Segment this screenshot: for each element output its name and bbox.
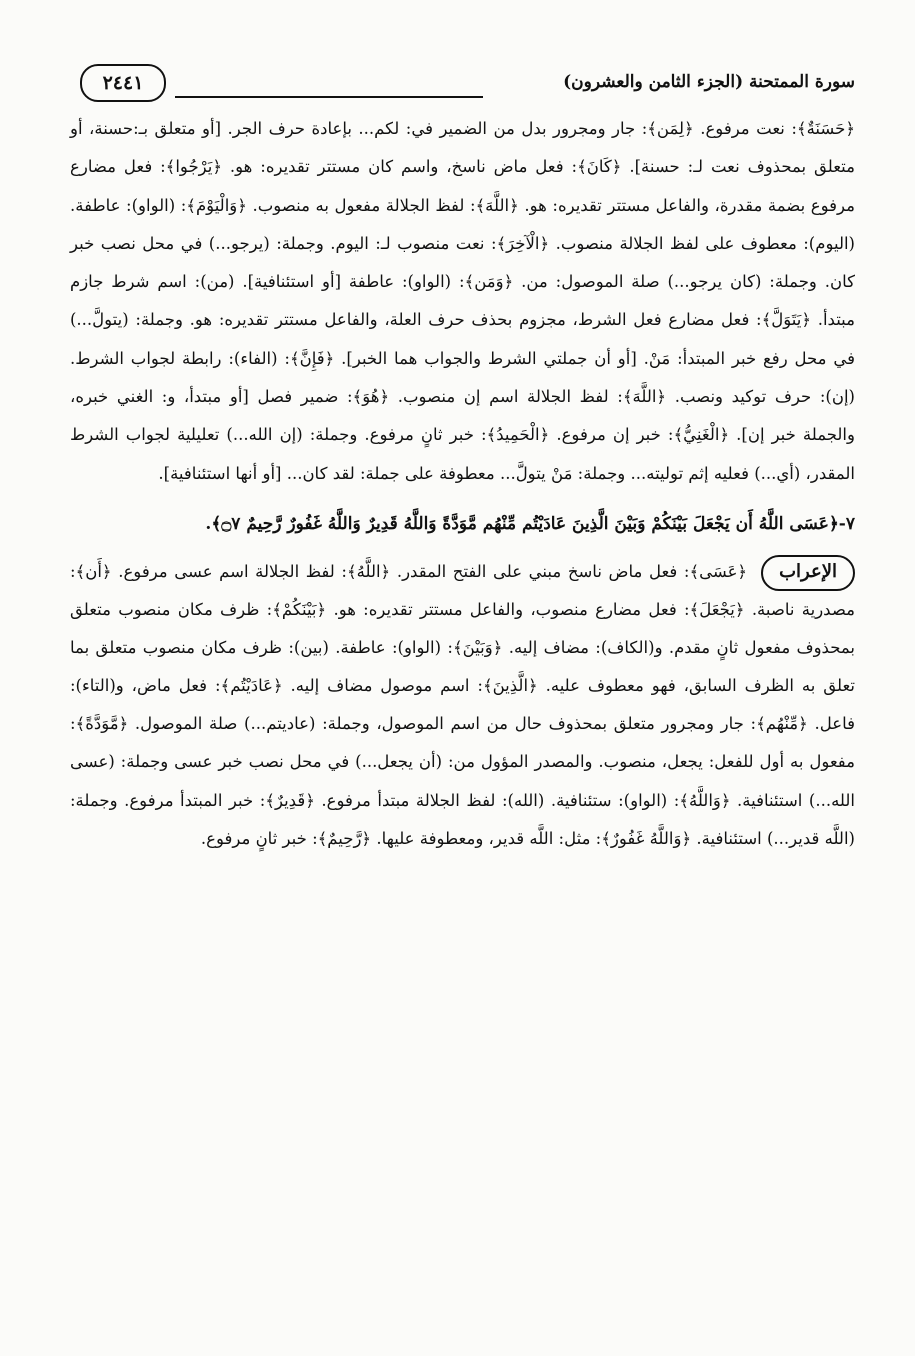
i3rab-section xyxy=(70,553,855,858)
page-header xyxy=(70,60,855,110)
i3rab-label: الإعراب xyxy=(761,555,855,591)
book-page xyxy=(70,60,855,858)
page-number: ٢٤٤١ xyxy=(80,64,166,102)
commentary-text: ﴿حَسَنَةٌ﴾: نعت مرفوع. ﴿لِمَن﴾: جار ومجرور بدل من الضمير في: لكم... بإعادة حرف الجر. [أو متعلق بـ:حسنة، أو متعلق بمحذوف نعت لـ: حسنة]. ﴿كَانَ﴾: فعل ماض ناسخ، واسم كان مستتر تقديره: هو. ﴿يَرْجُوا﴾: فعل مضارع مرفوع بضمة مقدرة، والفاعل مستتر تقديره: هو. ﴿اللَّهَ﴾: لفظ الجلالة مفعول به منصوب. ﴿وَالْيَوْمَ﴾: (الواو): عاطفة. (اليوم): معطوف على لفظ الجلالة منصوب. ﴿الْآخِرَ﴾: نعت منصوب لـ: اليوم. وجملة: (يرجو...) في محل نصب خبر كان. وجملة: (كان يرجو...) صلة الموصول: من. ﴿وَمَن﴾: (الواو): عاطفة [أو استئنافية]. (من): اسم شرط جازم مبتدأ. ﴿يَتَوَلَّ﴾: فعل مضارع فعل الشرط، مجزوم بحذف حرف العلة، والفاعل مستتر تقديره: هو. وجملة: (يتولَّ...) في محل رفع خبر المبتدأ: مَنْ. [أو أن جملتي الشرط والجواب هما الخبر]. ﴿فَإِنَّ﴾: (الفاء): رابطة لجواب الشرط. (إن): حرف توكيد ونصب. ﴿اللَّهَ﴾: لفظ الجلالة اسم إن منصوب. ﴿هُوَ﴾: ضمير فصل [أو مبتدأ، و: الغني خبره، والجملة خبر إن]. ﴿الْغَنِيُّ﴾: خبر إن مرفوع. ﴿الْحَمِيدُ﴾: خبر ثانٍ مرفوع. وجملة: (إن الله...) تعليلية لجواب الشرط المقدر، (أي...) فعليه إثم توليته... وجملة: مَنْ يتولَّ... معطوفة على جملة: لقد كان... [أو أنها استئنافية]. xyxy=(70,119,855,483)
running-title: سورة الممتحنة (الجزء الثامن والعشرون) xyxy=(563,72,855,92)
i3rab-text: ﴿عَسَى﴾: فعل ماض ناسخ مبني على الفتح المقدر. ﴿اللَّهُ﴾: لفظ الجلالة اسم عسى مرفوع. ﴿أَن﴾: مصدرية ناصبة. ﴿يَجْعَلَ﴾: فعل مضارع منصوب، والفاعل مستتر تقديره: هو. ﴿بَيْنَكُمْ﴾: ظرف مكان منصوب متعلق بمحذوف مفعول ثانٍ مقدم. و(الكاف): مضاف إليه. ﴿وَبَيْنَ﴾: (الواو): عاطفة. (بين): ظرف مكان منصوب متعلق بما تعلق به الظرف السابق، فهو معطوف عليه. ﴿الَّذِينَ﴾: اسم موصول مضاف إليه. ﴿عَادَيْتُم﴾: فعل ماض، و(التاء): فاعل. ﴿مِّنْهُم﴾: جار ومجرور متعلق بمحذوف حال من اسم الموصول، وجملة: (عاديتم...) صلة الموصول. ﴿مَّوَدَّةً﴾: مفعول به أول للفعل: يجعل، منصوب. والمصدر المؤول من: (أن يجعل...) في محل نصب خبر عسى وجملة: (عسى الله...) استئنافية. ﴿وَاللَّهُ﴾: (الواو): ستئنافية. (الله): لفظ الجلالة مبتدأ مرفوع. ﴿قَدِيرٌ﴾: خبر المبتدأ مرفوع. وجملة: (اللَّه قدير...) استئنافية. ﴿وَاللَّهُ غَفُورٌ﴾: مثل: اللَّه قدير، ومعطوفة عليها. ﴿رَّحِيمٌ﴾: خبر ثانٍ مرفوع. xyxy=(70,561,855,848)
quran-verse: ٧-﴿عَسَى اللَّهُ أَن يَجْعَلَ بَيْنَكُمْ وَبَيْنَ الَّذِينَ عَادَيْتُم مِّنْهُم مَّوَدَّةً وَاللَّهُ قَدِيرٌ وَاللَّهُ غَفُورٌ رَّحِيمٌ ۝٧﴾. xyxy=(205,513,855,534)
header-rule xyxy=(175,96,483,98)
commentary-paragraph xyxy=(70,110,855,493)
